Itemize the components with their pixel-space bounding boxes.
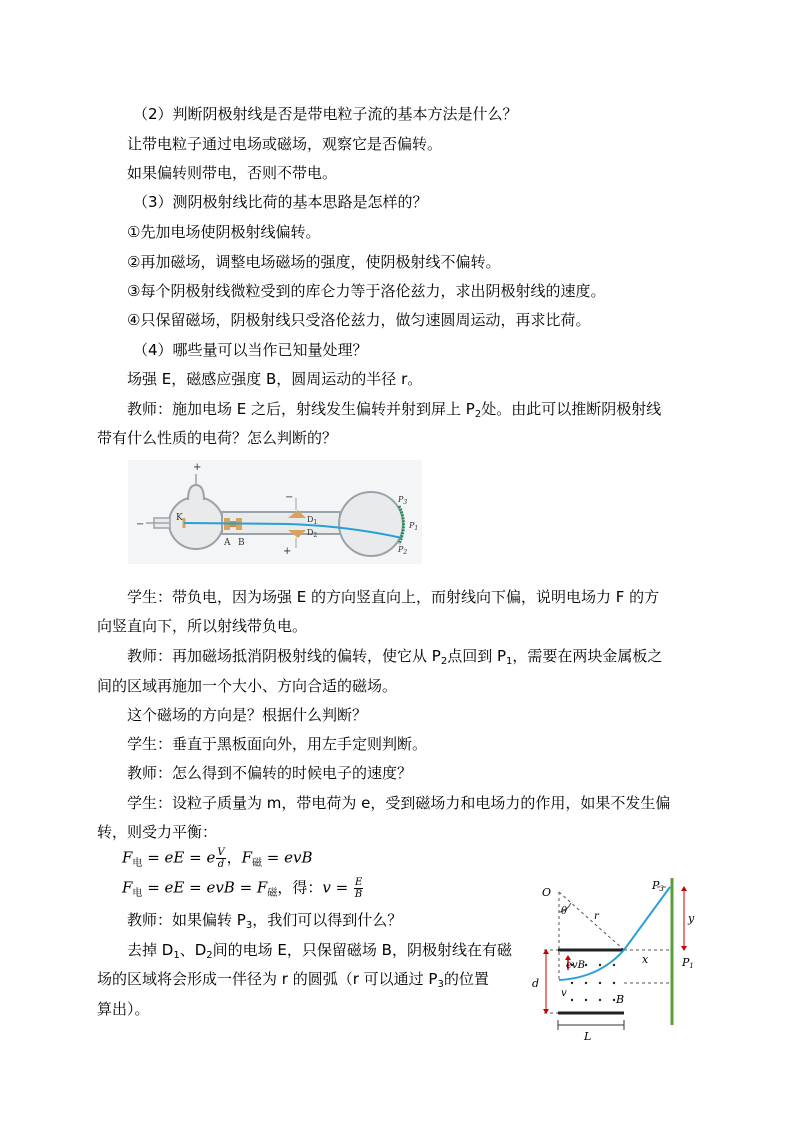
label-p1: $P_1$ <box>409 521 419 532</box>
student-2: 学生：垂直于黑板面向外，用左手定则判断。 <box>127 735 428 753</box>
label-v: v <box>561 988 567 999</box>
paragraph-line-2: 场的区域将会形成一伴径为 r 的圆弧（r 可以通过 $P_3$的位置 <box>97 970 489 990</box>
top-electrode <box>188 485 204 500</box>
question-5: 这个磁场的方向是？根据什么判断？ <box>127 706 368 724</box>
label-p2: $P_2$ <box>398 545 408 556</box>
label-d2: $D_2$ <box>307 528 318 539</box>
label-a: A <box>224 538 231 548</box>
student-3-line-1: 学生：设粒子质量为 m，带电荷为 e，受到磁场力和电场力的作用，如果不发生偏 <box>127 794 671 812</box>
label-k: K <box>176 513 183 523</box>
cathode-ray-tube-figure <box>128 460 422 564</box>
label-minus-top: − <box>285 492 294 503</box>
student-1-line-2: 向竖直向下，所以射线带负电。 <box>97 617 308 635</box>
teacher-1-line-1: 教师：施加电场 E 之后，射线发生偏转并射到屏上 $P_2$处。由此可以推断阴极射线 <box>127 400 662 420</box>
label-x: x <box>642 953 649 966</box>
paragraph-line-1: 去掉 $D_1$、$D_2$间的电场 E，只保留磁场 B，阴极射线在有磁 <box>127 941 512 961</box>
label-y: y <box>688 912 695 925</box>
step-2: ②再加磁场，调整电场磁场的强度，使阴极射线不偏转。 <box>127 253 501 271</box>
step-1: ①先加电场使阴极射线偏转。 <box>127 223 321 241</box>
step-4: ④只保留磁场，阴极射线只受洛伦兹力，做匀速圆周运动，再求比荷。 <box>127 311 591 329</box>
teacher-2-line-1: 教师：再加磁场抵消阴极射线的偏转，使它从 $P_2$点回到 $P_1$，需要在两块金属板之 <box>127 647 663 667</box>
equation-2: $F_电$ = eE = evB = $F_磁$，得：v = $\frac{E}{B}$ <box>122 877 363 900</box>
label-plus-bottom: + <box>283 546 292 557</box>
equation-1: $F_电$ = eE = e $\frac{V}{d}$ ，$F_磁$ = evB <box>122 847 313 870</box>
label-plus-top: + <box>193 462 202 473</box>
label-d1: $D_1$ <box>307 515 318 526</box>
deflection-geometry-figure <box>524 870 704 1046</box>
label-o: O <box>542 886 552 899</box>
label-evb: evB <box>566 960 585 971</box>
label-p1: P1 <box>682 956 694 970</box>
answer-2-line-2: 如果偏转则带电，否则不带电。 <box>127 164 338 182</box>
label-b: B <box>616 993 625 1006</box>
teacher-1-line-2: 带有什么性质的电荷？怎么判断的？ <box>97 429 338 447</box>
answer-2-line-1: 让带电粒子通过电场或磁场，观察它是否偏转。 <box>127 135 443 153</box>
teacher-3: 教师：怎么得到不偏转的时候电子的速度？ <box>127 764 413 782</box>
teacher-4: 教师：如果偏转 $P_3$，我们可以得到什么？ <box>127 911 403 931</box>
question-2: （2）判断阴极射线是否是带电粒子流的基本方法是什么？ <box>133 105 518 123</box>
label-l: L <box>584 1030 592 1043</box>
step-3: ③每个阴极射线微粒受到的库仑力等于洛伦兹力，求出阴极射线的速度。 <box>127 282 606 300</box>
paragraph-line-3: 算出）。 <box>97 1000 150 1018</box>
label-p3: P3 <box>652 879 664 893</box>
teacher-2-line-2: 间的区域再施加一个大小、方向合适的磁场。 <box>97 677 398 695</box>
student-3-line-2: 转，则受力平衡： <box>97 823 218 841</box>
label-b: B <box>238 538 245 548</box>
label-minus-left: − <box>136 519 145 530</box>
answer-4: 场强 E，磁感应强度 B，圆周运动的半径 r。 <box>127 370 423 388</box>
right-bulb <box>339 492 403 556</box>
question-4: （4）哪些量可以当作已知量处理？ <box>133 341 368 359</box>
question-3: （3）测阴极射线比荷的基本思路是怎样的？ <box>133 193 428 211</box>
student-1-line-1: 学生：带负电，因为场强 E 的方向竖直向上，而射线向下偏，说明电场力 F 的方 <box>127 588 660 606</box>
label-d: d <box>532 977 540 990</box>
label-theta: θ <box>561 906 568 917</box>
label-p3: $P_3$ <box>398 495 408 506</box>
label-r: r <box>594 911 599 922</box>
